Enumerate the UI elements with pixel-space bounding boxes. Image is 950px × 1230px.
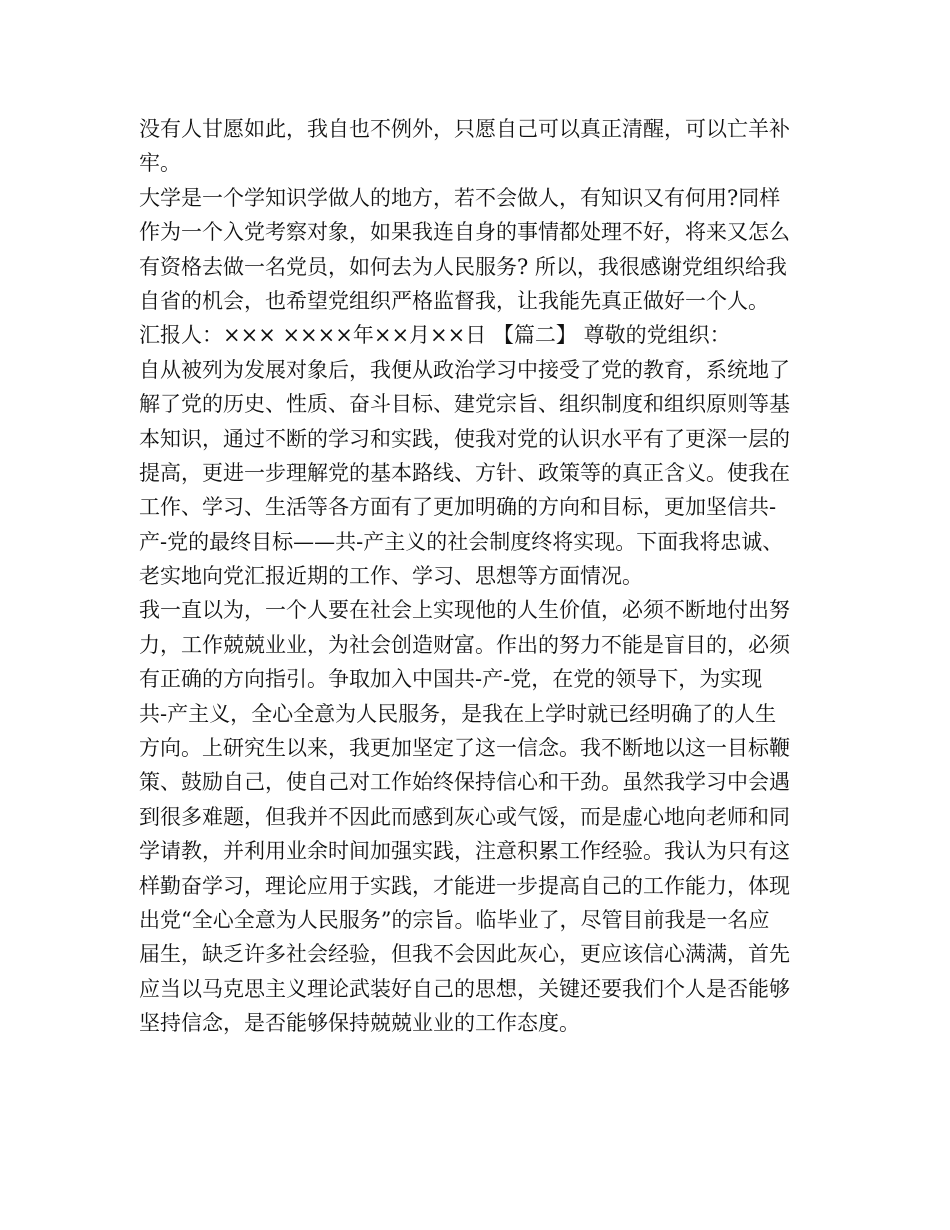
text-line: 有正确的方向指引。争取加入中国共-产-党，在党的领导下，为实现 xyxy=(139,667,763,692)
text-line: 自从被列为发展对象后，我便从政治学习中接受了党的教育，系统地了 xyxy=(139,357,790,382)
text-line: 共-产主义，全心全意为人民服务，是我在上学时就已经明确了的人生 xyxy=(139,701,777,726)
text-line: 产-党的最终目标——共-产主义的社会制度终将实现。下面我将忠诚、 xyxy=(139,529,784,554)
text-line: 出党“全心全意为人民服务”的宗旨。临毕业了，尽管目前我是一名应 xyxy=(139,907,770,932)
text-line: 老实地向党汇报近期的工作、学习、思想等方面情况。 xyxy=(139,564,643,589)
text-line: 本知识，通过不断的学习和实践，使我对党的认识水平有了更深一层的 xyxy=(139,426,790,451)
text-line: 到很多难题，但我并不因此而感到灰心或气馁，而是虚心地向老师和同 xyxy=(139,804,790,829)
text-line: 有资格去做一名党员，如何去为人民服务? 所以，我很感谢党组织给我 xyxy=(139,254,787,279)
text-line: 大学是一个学知识学做人的地方，若不会做人，有知识又有何用?同样 xyxy=(139,185,781,210)
text-line: 策、鼓励自己，使自己对工作始终保持信心和干劲。虽然我学习中会遇 xyxy=(139,770,790,795)
text-line: 工作、学习、生活等各方面有了更加明确的方向和目标，更加坚信共- xyxy=(139,495,777,520)
text-line: 没有人甘愿如此，我自也不例外，只愿自己可以真正清醒，可以亡羊补 xyxy=(139,117,790,141)
text-line: 解了党的历史、性质、奋斗目标、建党宗旨、组织制度和组织原则等基 xyxy=(139,392,790,417)
text-line: 我一直以为，一个人要在社会上实现他的人生价值，必须不断地付出努 xyxy=(139,598,790,623)
text-line: 作为一个入党考察对象，如果我连自身的事情都处理不好，将来又怎么 xyxy=(139,220,790,245)
text-line: 提高，更进一步理解党的基本路线、方针、政策等的真正含义。使我在 xyxy=(139,460,790,485)
text-line: 应当以马克思主义理论武装好自己的思想，关键还要我们个人是否能够 xyxy=(139,976,790,1001)
text-line: 样勤奋学习，理论应用于实践，才能进一步提高自己的工作能力，体现 xyxy=(139,873,790,898)
text-line: 力，工作兢兢业业，为社会创造财富。作出的努力不能是盲目的，必须 xyxy=(139,632,790,657)
text-line: 方向。上研究生以来，我更加坚定了这一信念。我不断地以这一目标鞭 xyxy=(139,736,790,761)
text-line: 坚持信念，是否能够保持兢兢业业的工作态度。 xyxy=(139,1011,580,1036)
body-text xyxy=(139,112,829,1041)
text-line: 牢。 xyxy=(139,151,181,176)
text-line: 届生，缺乏许多社会经验，但我不会因此灰心，更应该信心满满，首先 xyxy=(139,942,790,967)
text-line: 学请教，并利用业余时间加强实践，注意积累工作经验。我认为只有这 xyxy=(139,839,790,864)
text-line: 自省的机会，也希望党组织严格监督我，让我能先真正做好一个人。 xyxy=(139,288,769,313)
reporter-line: 汇报人：××× ××××年××月××日 【篇二】 尊敬的党组织： xyxy=(139,323,731,348)
